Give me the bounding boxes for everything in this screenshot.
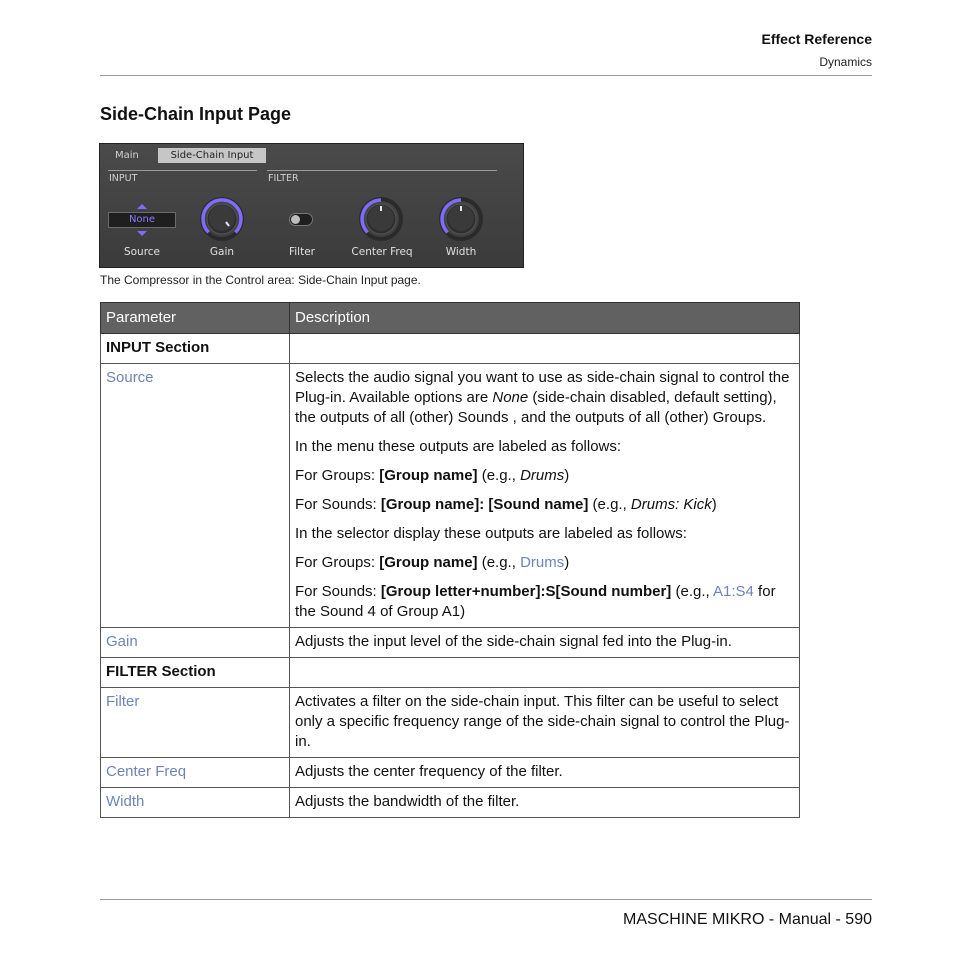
text: ) <box>564 554 570 571</box>
source-label: Source <box>123 246 161 258</box>
filter-toggle[interactable] <box>289 213 313 226</box>
filter-group-label: FILTER <box>268 173 299 184</box>
text: For Sounds: <box>295 496 381 513</box>
text: ) <box>564 467 570 484</box>
text: (side-chain disabled, default setting), the outputs of all (other) Sounds , and the outputs of all (other) Groups. <box>295 389 777 426</box>
param-filter[interactable] <box>101 688 290 758</box>
header-description: Description <box>290 303 800 334</box>
text: For Groups: <box>295 554 380 571</box>
header-subtitle: Dynamics <box>819 55 872 69</box>
input-group-label: INPUT <box>109 173 138 184</box>
text: For Sounds: <box>295 583 381 600</box>
text: (e.g., <box>671 583 714 600</box>
center-freq-link[interactable]: Center Freq <box>106 763 187 780</box>
text: (e.g., <box>477 554 521 571</box>
table-row <box>101 364 800 628</box>
filter-group-divider <box>267 170 497 171</box>
filter-label: Filter <box>288 246 315 258</box>
footer-page-label: MASCHINE MIKRO - Manual - 590 <box>623 911 872 928</box>
filter-section-label: FILTER Section <box>101 658 290 688</box>
text: ) <box>711 496 717 513</box>
text: Selects the audio signal you want to use as side-chain signal to control the Plug-in. Available options are <box>295 369 790 406</box>
compressor-control-area <box>99 143 524 268</box>
source-desc-p3 <box>295 466 794 486</box>
header-rule <box>100 75 872 76</box>
source-desc-p7 <box>295 582 794 622</box>
source-selector[interactable]: None <box>108 212 176 228</box>
table-row <box>101 628 800 658</box>
table-row <box>101 688 800 758</box>
section-heading: Side-Chain Input Page <box>100 104 292 124</box>
desc-width: Adjusts the bandwidth of the filter. <box>290 788 800 818</box>
param-gain[interactable] <box>101 628 290 658</box>
param-width[interactable] <box>101 788 290 818</box>
input-section-empty <box>290 334 800 364</box>
param-center-freq[interactable] <box>101 758 290 788</box>
table-row <box>101 788 800 818</box>
filter-link[interactable]: Filter <box>106 693 140 710</box>
header-parameter: Parameter <box>101 303 290 334</box>
gain-label: Gain <box>209 246 235 258</box>
source-desc-p6 <box>295 553 794 573</box>
text-italic: Drums: Kick <box>630 496 712 513</box>
tab-main[interactable]: Main <box>115 150 139 161</box>
gain-link[interactable]: Gain <box>106 633 138 650</box>
table-header-row <box>101 303 800 334</box>
center-freq-label: Center Freq <box>351 246 413 258</box>
footer-rule <box>100 899 872 900</box>
selector-down-arrow-icon[interactable] <box>137 231 147 236</box>
width-link[interactable]: Width <box>106 793 145 810</box>
text-bold: [Group name] <box>379 467 478 484</box>
table-row <box>101 658 800 688</box>
source-desc-p4 <box>295 495 794 515</box>
source-desc-p2: In the menu these outputs are labeled as follows: <box>295 438 622 455</box>
input-group-divider <box>108 170 257 171</box>
text: (e.g., <box>588 496 631 513</box>
param-source[interactable] <box>101 364 290 628</box>
width-knob[interactable] <box>438 196 484 242</box>
source-desc-p1 <box>295 368 794 428</box>
gain-knob[interactable] <box>199 196 245 242</box>
text: (e.g., <box>477 467 521 484</box>
center-freq-knob[interactable] <box>358 196 404 242</box>
example-a1s4: A1:S4 <box>713 583 754 600</box>
filter-section-empty <box>290 658 800 688</box>
selector-up-arrow-icon[interactable] <box>137 204 147 209</box>
text: For Groups: <box>295 467 380 484</box>
input-section-label: INPUT Section <box>101 334 290 364</box>
tab-side-chain-input[interactable]: Side-Chain Input <box>158 148 266 163</box>
desc-source <box>290 364 800 628</box>
desc-filter: Activates a filter on the side-chain input. This filter can be useful to select only a specific frequency range of the side-chain signal to control the Plug-in. <box>290 688 800 758</box>
text-bold: [Group name] <box>379 554 478 571</box>
parameter-table <box>100 302 800 818</box>
text-bold: [Group name]: [Sound name] <box>380 496 589 513</box>
figure-caption: The Compressor in the Control area: Side-Chain Input page. <box>100 273 421 287</box>
source-desc-p5: In the selector display these outputs are labeled as follows: <box>295 525 687 542</box>
table-row <box>101 334 800 364</box>
text-none: None <box>492 389 529 406</box>
desc-gain: Adjusts the input level of the side-chain signal fed into the Plug-in. <box>290 628 800 658</box>
example-drums: Drums <box>520 554 565 571</box>
width-label: Width <box>445 246 477 258</box>
text-bold: [Group letter+number]:S[Sound number] <box>380 583 672 600</box>
desc-center-freq: Adjusts the center frequency of the filter. <box>290 758 800 788</box>
text: for the Sound 4 of Group A1) <box>295 583 776 620</box>
source-link[interactable]: Source <box>106 369 154 386</box>
text-italic: Drums <box>520 467 565 484</box>
table-row <box>101 758 800 788</box>
header-title: Effect Reference <box>761 31 872 47</box>
